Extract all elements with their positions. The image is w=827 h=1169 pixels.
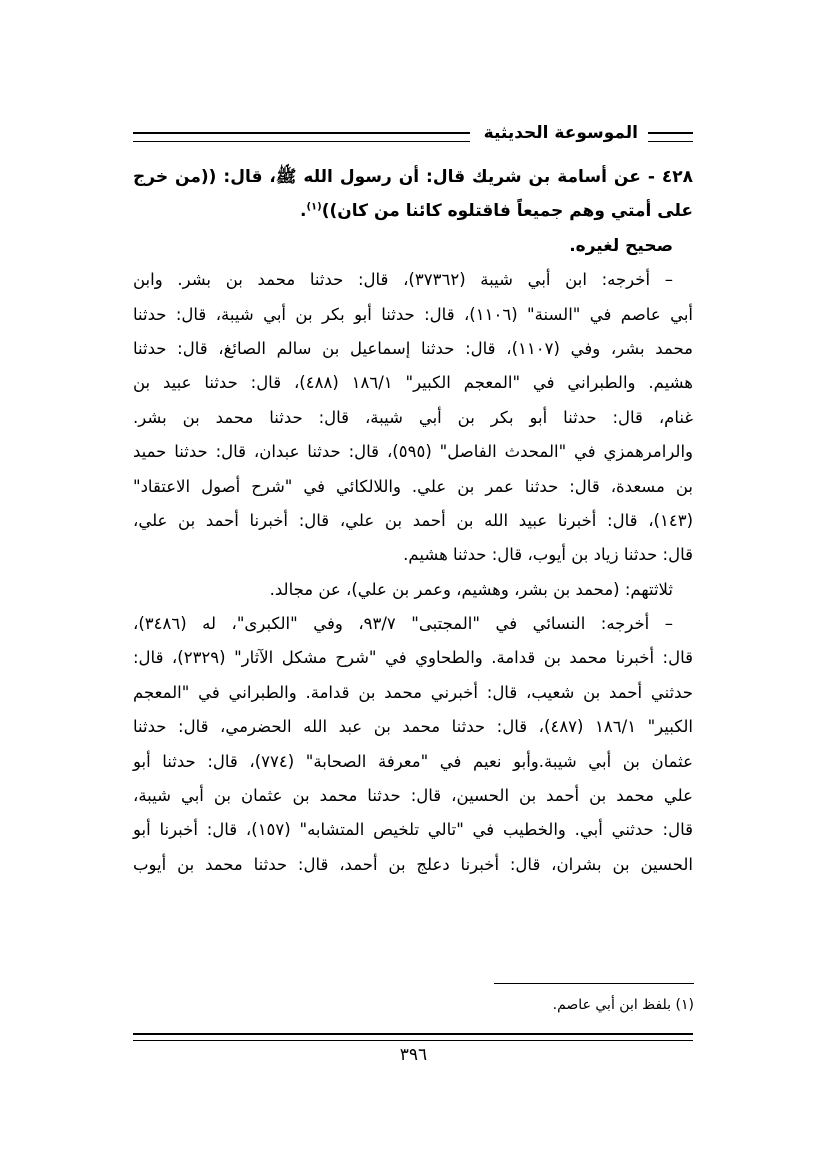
takhrij-line: حدثني أحمد بن شعيب، قال: أخبرني محمد بن قدامة. والطبراني في "المعجم — [133, 682, 693, 702]
takhrij-line: علي محمد بن أحمد بن الحسين، قال: حدثنا محمد بن عثمان بن أبي شيبة، — [133, 786, 693, 806]
takhrij-line: الحسين بن بشران، قال: أخبرنا دعلج بن أحمد، قال: حدثنا محمد بن أيوب — [133, 854, 693, 874]
takhrij-line: (١٤٣)، قال: أخبرنا عبيد الله بن أحمد بن علي، قال: أخبرنا أحمد بن علي، — [133, 510, 693, 530]
narrators-summary: ثلاثتهم: (محمد بن بشر، وهشيم، وعمر بن علي)، عن مجالد. — [269, 579, 673, 599]
header-rule-right — [648, 132, 693, 142]
takhrij-line: عثمان بن أبي شيبة.وأبو نعيم في "معرفة الصحابة" (٧٧٤)، قال: حدثنا أبو — [133, 751, 693, 771]
takhrij-line: محمد بشر، وفي (١١٠٧)، قال: حدثنا إسماعيل بن سالم الصائغ، قال: حدثنا — [133, 338, 693, 358]
takhrij-line: – أخرجه: النسائي في "المجتبى" ٩٣/٧، وفي "الكبرى"، له (٣٤٨٦)، — [133, 614, 673, 634]
takhrij-line: بن مسعدة، قال: حدثنا عمر بن علي. واللالكائي في "شرح أصول الاعتقاد" — [133, 476, 693, 496]
takhrij-line: غنام، قال: حدثنا أبو بكر بن أبي شيبة، قال: حدثنا محمد بن بشر. — [133, 407, 693, 427]
takhrij-line: أبي عاصم في "السنة" (١١٠٦)، قال: حدثنا أبو بكر بن أبي شيبة، قال: حدثنا — [133, 304, 694, 324]
page-number: ٣٩٦ — [399, 1045, 428, 1065]
footnote-marker[interactable]: (١) — [306, 201, 322, 213]
header-title: الموسوعة الحديثية — [483, 123, 638, 143]
grading: صحيح لغيره. — [569, 235, 673, 256]
takhrij-line: – أخرجه: ابن أبي شيبة (٣٧٣٦٢)، قال: حدثنا محمد بن بشر. وابن — [133, 270, 673, 290]
hadith-line: على أمتي وهم جميعاً فاقتلوه كائنا من كان))$^{(١)}$. — [300, 201, 693, 222]
takhrij-line: الكبير" ١٨٦/١ (٤٨٧)، قال: حدثنا محمد بن عبد الله الحضرمي، قال: حدثنا — [133, 717, 693, 737]
takhrij-line: والرامرهمزي في "المحدث الفاصل" (٥٩٥)، قال: حدثنا عبدان، قال: حدثنا حميد — [133, 442, 693, 462]
takhrij-line: قال: حدثنا زياد بن أيوب، قال: حدثنا هشيم. — [403, 545, 693, 565]
footnote-separator — [494, 983, 694, 984]
running-header — [133, 123, 693, 149]
hadith-line: ٤٢٨ - عن أسامة بن شريك قال: أن رسول الله ﷺ، قال: ((من خرج — [133, 167, 693, 187]
main-text — [133, 160, 693, 882]
takhrij-line: قال: أخبرنا محمد بن قدامة. والطحاوي في "شرح مشكل الآثار" (٢٣٢٩)، قال: — [133, 648, 693, 668]
takhrij-line: قال: حدثني أبي. والخطيب في "تالي تلخيص المتشابه" (١٥٧)، قال: أخبرنا أبو — [133, 820, 693, 840]
header-rule-left — [133, 132, 470, 142]
footer-rule — [133, 1033, 693, 1041]
takhrij-line: هشيم. والطبراني في "المعجم الكبير" ١٨٦/١ (٤٨٨)، قال: حدثنا عبيد بن — [133, 373, 693, 393]
footnote: (١) بلفظ ابن أبي عاصم. — [552, 997, 694, 1013]
